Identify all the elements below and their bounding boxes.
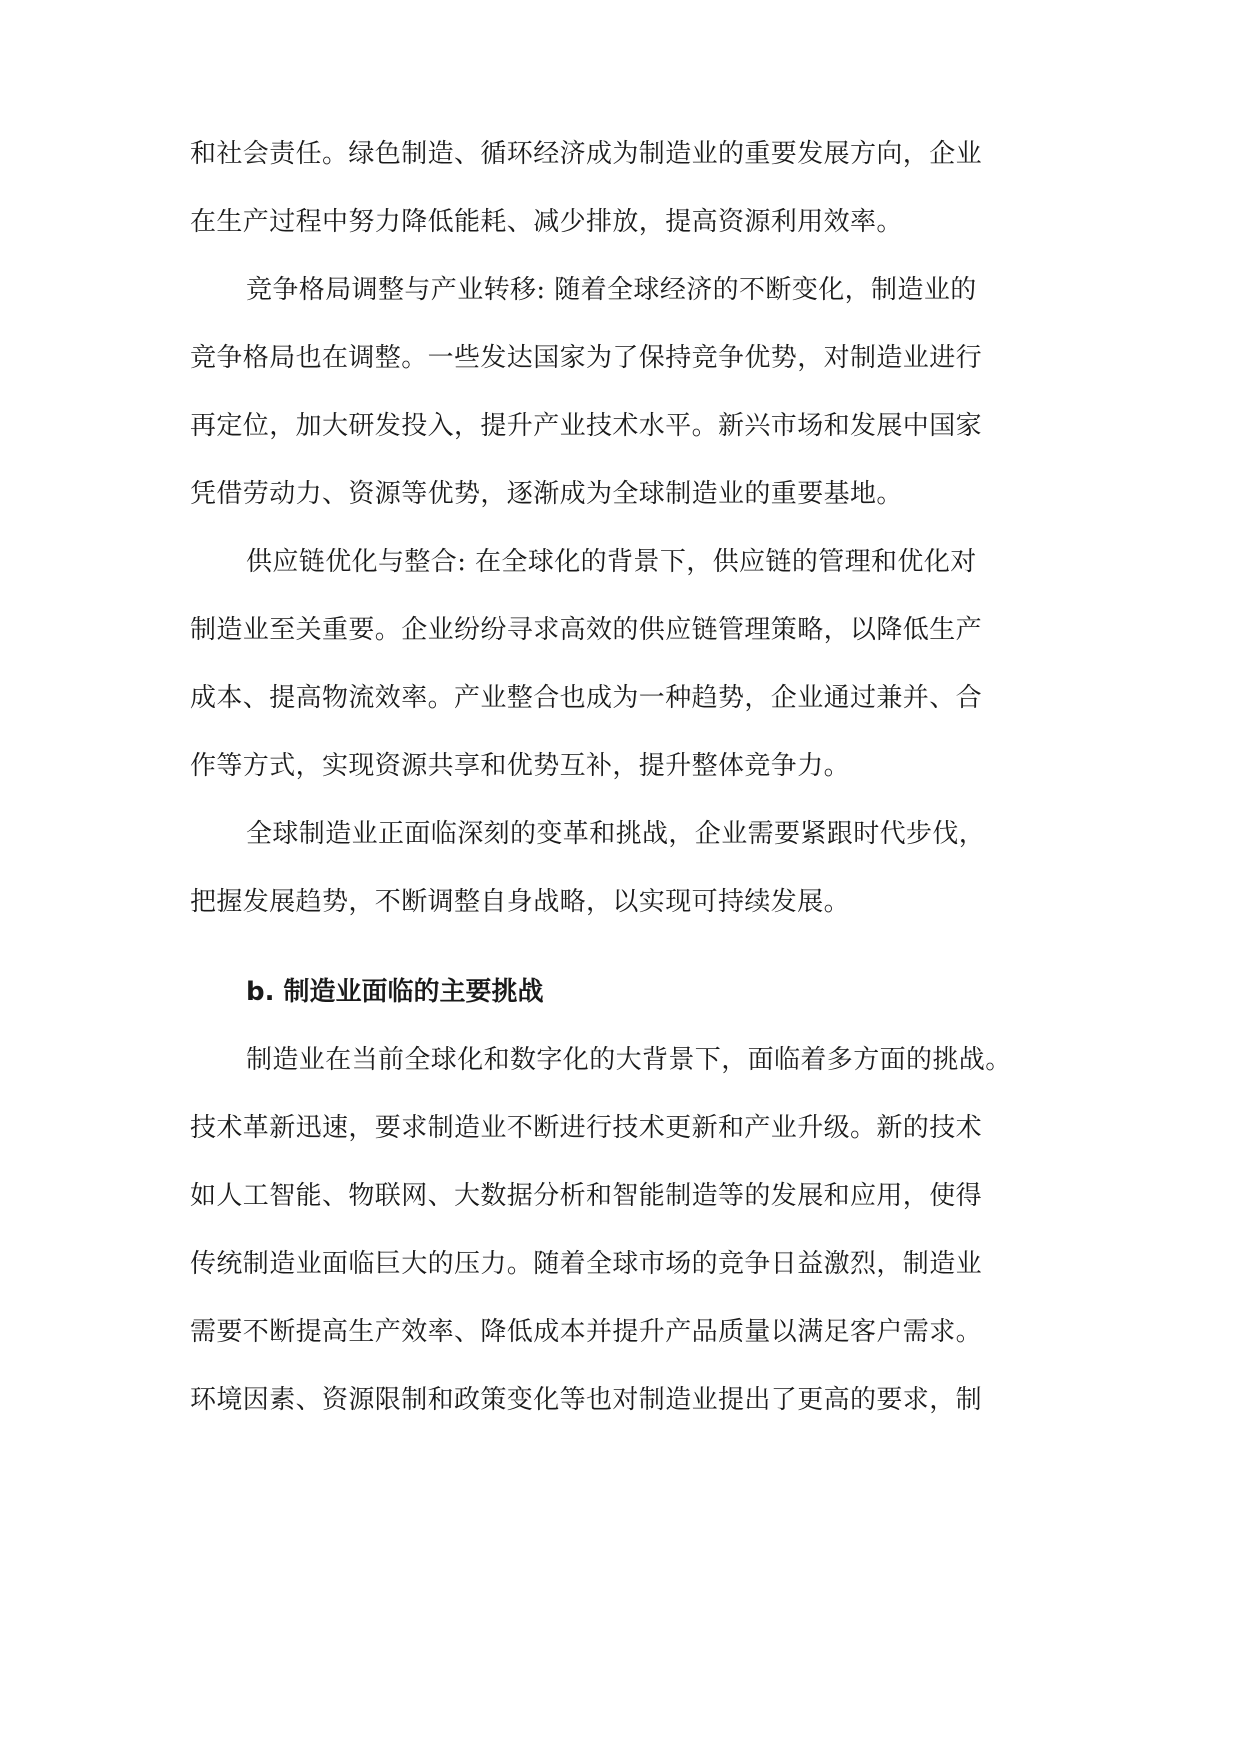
text-line: 作等方式，实现资源共享和优势互补，提升整体竞争力。	[190, 751, 851, 781]
text-line: 技术革新迅速，要求制造业不断进行技术更新和产业升级。新的技术	[190, 1113, 983, 1143]
text-line: 再定位，加大研发投入，提升产业技术水平。新兴市场和发展中国家	[190, 411, 983, 441]
text-line: 成本、提高物流效率。产业整合也成为一种趋势，企业通过兼并、合	[190, 683, 983, 713]
text-line: 制造业至关重要。企业纷纷寻求高效的供应链管理策略，以降低生产	[190, 615, 983, 645]
text-line: 竞争格局调整与产业转移: 随着全球经济的不断变化，制造业的	[246, 275, 977, 305]
section-heading: b. 制造业面临的主要挑战	[246, 977, 544, 1007]
text-line: 需要不断提高生产效率、降低成本并提升产品质量以满足客户需求。	[190, 1317, 983, 1347]
text-line: 把握发展趋势，不断调整自身战略，以实现可持续发展。	[190, 887, 851, 917]
text-line: 竞争格局也在调整。一些发达国家为了保持竞争优势，对制造业进行	[190, 343, 983, 373]
text-line: 制造业在当前全球化和数字化的大背景下，面临着多方面的挑战。	[246, 1045, 1012, 1075]
text-line: 和社会责任。绿色制造、循环经济成为制造业的重要发展方向，企业	[190, 139, 983, 169]
text-line: 在生产过程中努力降低能耗、减少排放，提高资源利用效率。	[190, 207, 903, 237]
text-line: 如人工智能、物联网、大数据分析和智能制造等的发展和应用，使得	[190, 1181, 983, 1211]
text-line: 全球制造业正面临深刻的变革和挑战，企业需要紧跟时代步伐，	[246, 819, 986, 849]
text-line: 凭借劳动力、资源等优势，逐渐成为全球制造业的重要基地。	[190, 479, 903, 509]
text-line: 传统制造业面临巨大的压力。随着全球市场的竞争日益激烈，制造业	[190, 1249, 983, 1279]
text-line: 供应链优化与整合: 在全球化的背景下，供应链的管理和优化对	[246, 547, 977, 577]
text-line: 环境因素、资源限制和政策变化等也对制造业提出了更高的要求，制	[190, 1385, 983, 1415]
